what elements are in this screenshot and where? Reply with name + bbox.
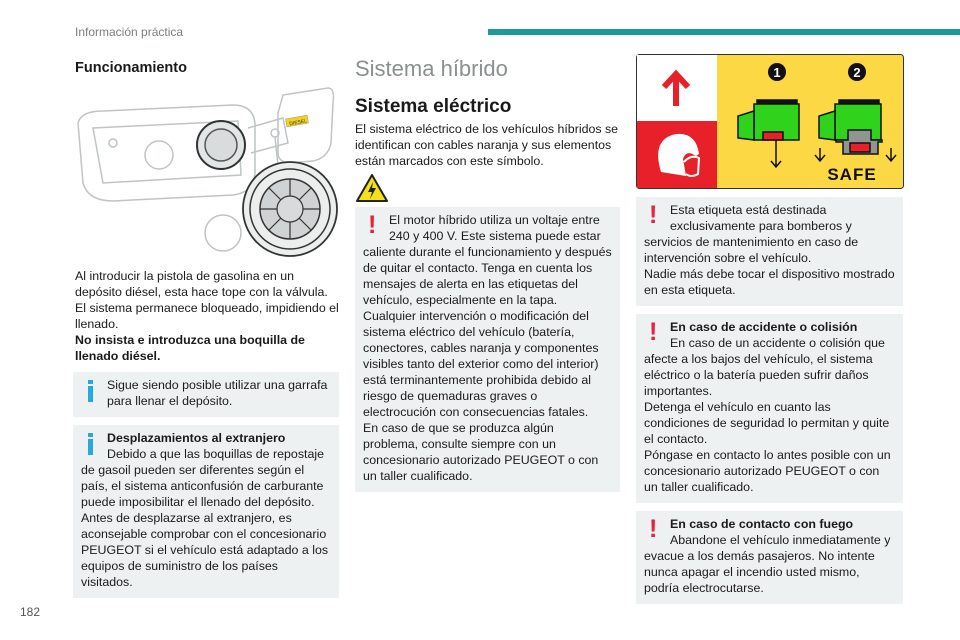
step-1-badge: 1 bbox=[773, 65, 781, 80]
section-title: Sistema eléctrico bbox=[355, 96, 512, 117]
warning-box-voltage: ! El motor híbrido utiliza un voltaje entre 240 y 400 V. Este sistema puede estar caliente durante el funcionamiento y después de quitar el contacto. Tenga en cuenta los mensajes de alerta en las etiquetas del vehículo, especialmente en la tapa. Cualquier intervención o modificación del sistema eléctrico del vehículo (batería, conectores, cables naranja y componentes visibles tanto del exterior como del interior) está terminantemente prohibida debido al riesgo de quemaduras graves o electrocución con consecuencias fatales. En caso de que se produzca algún problema, consulte siempre con un concesionario autorizado PEUGEOT o con un taller cualificado. bbox=[355, 207, 620, 492]
warning-icon: ! bbox=[649, 515, 658, 543]
column-3 bbox=[636, 54, 903, 604]
warning-box-accident: ! En caso de accidente o colisión En caso de un accidente o colisión que afecte a los bajos del vehículo, el sistema eléctrico o la batería pueden sufrir daños importantes. Detenga el vehículo en cuanto las condiciones de seguridad lo permitan y quite el contacto. Póngase en contacto lo antes posible con un concesionario autorizado PEUGEOT o con un taller cualificado. bbox=[636, 314, 903, 503]
fuel-filler-illustration bbox=[73, 83, 338, 258]
firefighter-safety-label bbox=[636, 54, 904, 189]
warning-box-fire: ! En caso de contacto con fuego Abandone el vehículo inmediatamente y evacue a los demás pasajeros. No intente nunca apagar el incendio usted mismo, podría electrocutarse. bbox=[636, 511, 903, 604]
high-voltage-icon bbox=[355, 173, 389, 203]
info-box-canister: Sigue siendo posible utilizar una garrafa para llenar el depósito. bbox=[73, 372, 339, 417]
section-header: Información práctica bbox=[75, 25, 184, 39]
column-1 bbox=[73, 59, 339, 598]
intro-paragraph: El sistema eléctrico de los vehículos híbridos se identifican con cables naranja y sus elementos están marcados con este símbolo. bbox=[355, 122, 619, 168]
warning-icon: ! bbox=[649, 318, 658, 346]
intro-paragraph: Al introducir la pistola de gasolina en un depósito diésel, esta hace tope con la válvula. El sistema permanece bloqueado, impidiendo el llenado. bbox=[75, 269, 339, 331]
info-icon bbox=[81, 430, 101, 456]
step-2-badge: 2 bbox=[853, 65, 861, 80]
header-accent-bar bbox=[488, 29, 960, 35]
page-title: Sistema híbrido bbox=[355, 56, 508, 81]
warning-icon: ! bbox=[368, 211, 377, 239]
info-box-abroad: Desplazamientos al extranjero Debido a que las boquillas de repostaje de gasoil pueden ser diferentes según el país, el sistema anticonfusión de carburante puede imposibilitar el llenado del depósito. Antes de desplazarse al extranjero, es aconsejable comprobar con el concesionario PEUGEOT si el vehículo está adaptado a los equipos de suministro de los países visitados. bbox=[73, 425, 339, 598]
column-2 bbox=[355, 56, 620, 492]
warning-paragraph: No insista e introduzca una boquilla de llenado diésel. bbox=[75, 333, 305, 363]
section-title: Funcionamiento bbox=[75, 60, 187, 76]
warning-box-label: ! Esta etiqueta está destinada exclusivamente para bomberos y servicios de mantenimiento en caso de intervención sobre el vehículo. Nadie más debe tocar el dispositivo mostrado en esta etiqueta. bbox=[636, 197, 903, 306]
info-icon bbox=[81, 377, 101, 403]
safe-text: SAFE bbox=[827, 165, 877, 184]
page-number: 182 bbox=[20, 605, 41, 619]
diesel-label: DIESEL bbox=[288, 118, 308, 128]
warning-icon: ! bbox=[649, 201, 658, 229]
